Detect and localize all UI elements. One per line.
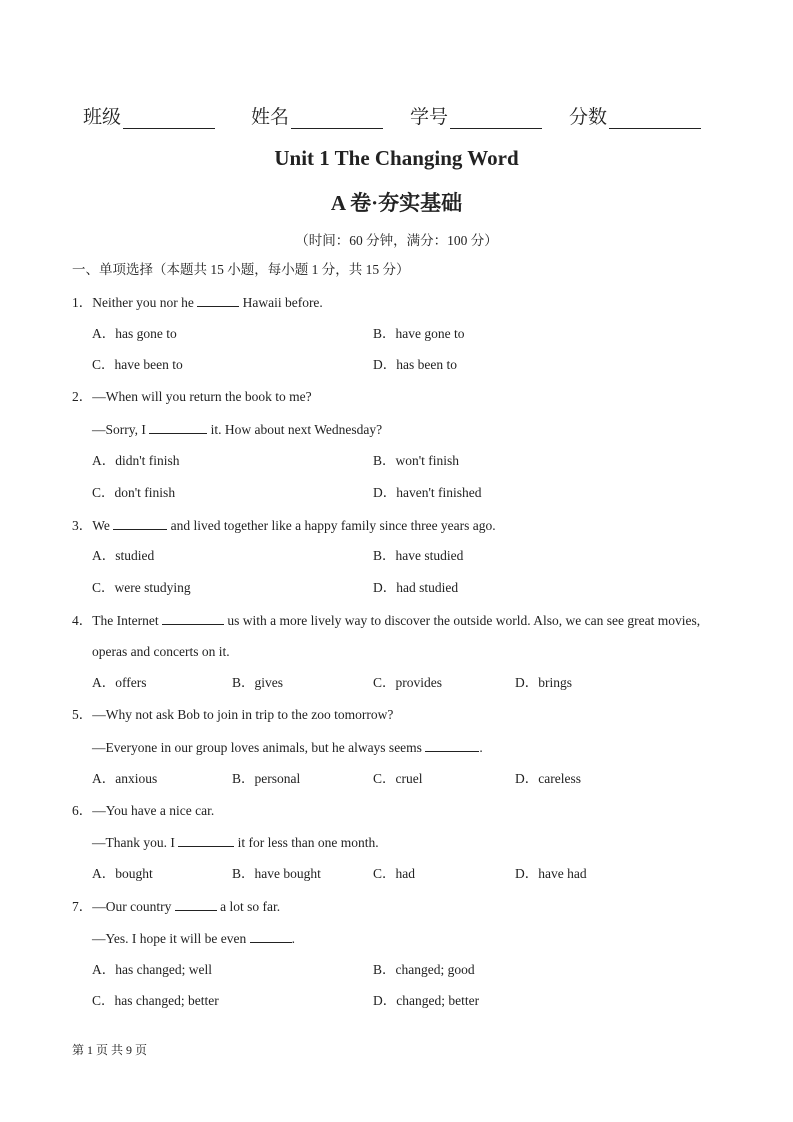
score-blank[interactable] — [609, 108, 701, 129]
q4-option-c[interactable]: C．provides — [373, 675, 442, 690]
page-subtitle: A 卷·夯实基础 — [330, 191, 463, 215]
q7-option-a[interactable]: A．has changed; well — [92, 962, 212, 977]
question-2-response: —Sorry, I it. How about next Wednesday? — [92, 422, 383, 437]
answer-blank[interactable] — [178, 833, 234, 847]
question-6-response: —Thank you. I it for less than one month. — [92, 835, 379, 850]
answer-blank[interactable] — [250, 929, 292, 943]
question-5-stem: 5．—Why not ask Bob to join in trip to the zoo tomorrow? — [72, 707, 394, 722]
q5-option-d[interactable]: D．careless — [515, 771, 581, 786]
name-field — [251, 102, 383, 129]
class-field — [83, 102, 215, 129]
q2-option-a[interactable]: A．didn't finish — [92, 453, 180, 468]
q1-option-c[interactable]: C．have been to — [92, 357, 183, 372]
header-fields — [0, 102, 793, 132]
q4-option-d[interactable]: D．brings — [515, 675, 572, 690]
answer-blank[interactable] — [162, 611, 224, 625]
q4-option-b[interactable]: B．gives — [232, 675, 284, 690]
q6-option-b[interactable]: B．have bought — [232, 866, 321, 881]
name-blank[interactable] — [291, 108, 383, 129]
q5-option-a[interactable]: A．anxious — [92, 771, 158, 786]
question-6-stem: 6．—You have a nice car. — [72, 803, 215, 818]
answer-blank[interactable] — [425, 738, 479, 752]
q1-option-b[interactable]: B．have gone to — [373, 326, 465, 341]
q6-option-a[interactable]: A．bought — [92, 866, 153, 881]
q6-option-c[interactable]: C．had — [373, 866, 415, 881]
question-4-stem: 4．The Internet us with a more lively way to discover the outside world. Also, we can see great movies, — [72, 613, 701, 628]
q7-option-c[interactable]: C．has changed; better — [92, 993, 219, 1008]
question-7-stem: 7．—Our country a lot so far. — [72, 899, 281, 914]
answer-blank[interactable] — [175, 897, 217, 911]
q6-option-d[interactable]: D．have had — [515, 866, 587, 881]
class-blank[interactable] — [123, 108, 215, 129]
q2-option-d[interactable]: D．haven't finished — [373, 485, 482, 500]
q2-option-c[interactable]: C．don't finish — [92, 485, 176, 500]
score-field — [569, 102, 701, 129]
q4-option-a[interactable]: A．offers — [92, 675, 147, 690]
question-5-response: —Everyone in our group loves animals, but he always seems . — [92, 740, 483, 755]
q5-option-b[interactable]: B．personal — [232, 771, 301, 786]
answer-blank[interactable] — [149, 420, 207, 434]
q1-option-a[interactable]: A．has gone to — [92, 326, 177, 341]
student-id-blank[interactable] — [450, 108, 542, 129]
student-id-label: 学号 — [410, 107, 449, 128]
question-3-stem: 3．We and lived together like a happy family since three years ago. — [72, 518, 496, 533]
answer-blank[interactable] — [113, 516, 167, 530]
q3-option-a[interactable]: A．studied — [92, 548, 155, 563]
section-heading: 一、单项选择（本题共 15 小题，每小题 1 分，共 15 分） — [72, 262, 410, 277]
question-7-response: —Yes. I hope it will be even . — [92, 931, 295, 946]
question-1-stem: 1．Neither you nor he Hawaii before. — [72, 295, 323, 310]
score-label: 分数 — [569, 107, 608, 128]
q7-option-d[interactable]: D．changed; better — [373, 993, 480, 1008]
q3-option-b[interactable]: B．have studied — [373, 548, 464, 563]
q5-option-c[interactable]: C．cruel — [373, 771, 423, 786]
page-title: Unit 1 The Changing Word — [274, 146, 519, 170]
time-info: （时间：60 分钟，满分：100 分） — [295, 233, 498, 248]
q2-option-b[interactable]: B．won't finish — [373, 453, 460, 468]
q3-option-d[interactable]: D．had studied — [373, 580, 459, 595]
name-label: 姓名 — [251, 107, 290, 128]
answer-blank[interactable] — [197, 293, 239, 307]
student-id-field — [410, 102, 542, 129]
question-2-stem: 2．—When will you return the book to me? — [72, 389, 312, 404]
q7-option-b[interactable]: B．changed; good — [373, 962, 475, 977]
page-footer: 第 1 页 共 9 页 — [72, 1043, 148, 1057]
q3-option-c[interactable]: C．were studying — [92, 580, 191, 595]
question-4-stem-cont: operas and concerts on it. — [92, 644, 230, 659]
q1-option-d[interactable]: D．has been to — [373, 357, 457, 372]
class-label: 班级 — [83, 107, 122, 128]
